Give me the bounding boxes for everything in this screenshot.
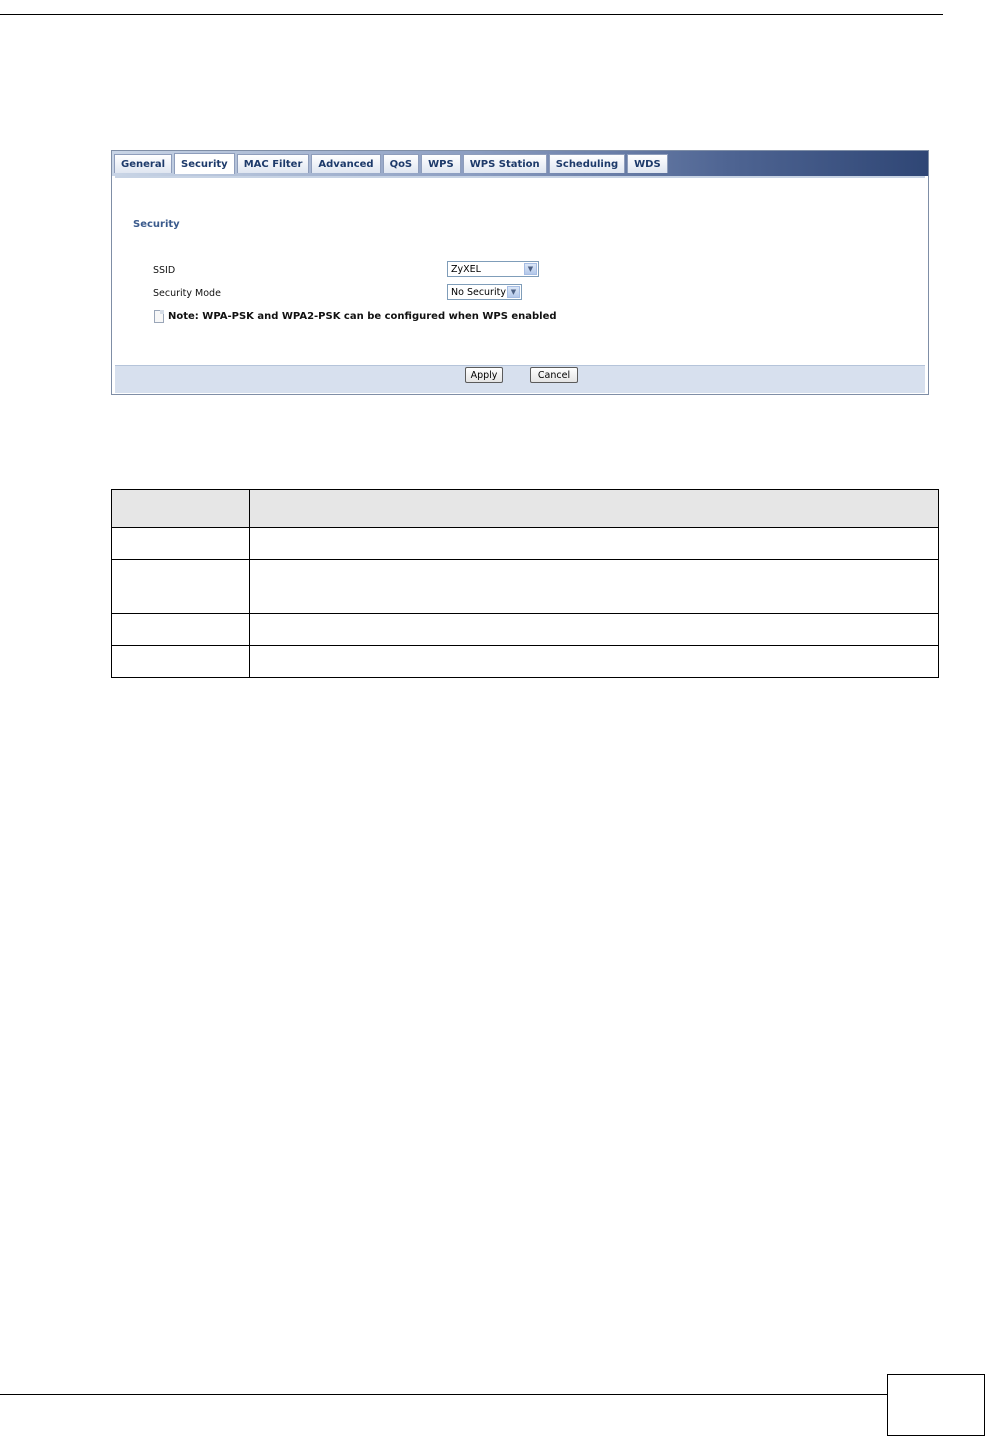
- table-cell: [250, 560, 939, 614]
- wireless-security-screenshot: [111, 150, 929, 395]
- field-description-table: [111, 489, 939, 678]
- ssid-label: SSID: [153, 265, 176, 276]
- table-cell: [112, 646, 250, 678]
- tab-scheduling[interactable]: Scheduling: [549, 154, 625, 173]
- chevron-down-icon: ▼: [507, 286, 520, 298]
- table-header-cell: [250, 490, 939, 528]
- table-header-row: [112, 490, 939, 528]
- tab-general[interactable]: General: [114, 154, 172, 173]
- table-cell: [112, 528, 250, 560]
- table-header-cell: [112, 490, 250, 528]
- table-cell: [112, 614, 250, 646]
- chevron-down-icon: ▼: [524, 263, 537, 275]
- security-content: [115, 176, 925, 364]
- tab-mac-filter[interactable]: MAC Filter: [237, 154, 310, 173]
- tab-security[interactable]: Security: [174, 153, 235, 174]
- tab-wps-station[interactable]: WPS Station: [463, 154, 547, 173]
- table-cell: [250, 646, 939, 678]
- security-mode-select-value: No Security: [451, 286, 506, 298]
- button-bar: [115, 365, 925, 393]
- tab-qos[interactable]: QoS: [383, 154, 420, 173]
- tab-list: [114, 154, 670, 174]
- security-mode-select[interactable]: [447, 284, 522, 300]
- table-cell: [112, 560, 250, 614]
- security-mode-label: Security Mode: [153, 288, 221, 299]
- apply-button[interactable]: Apply: [465, 367, 503, 383]
- table-row: [112, 614, 939, 646]
- header-rule: [0, 14, 943, 15]
- ssid-select-value: ZyXEL: [451, 263, 481, 275]
- tab-wds[interactable]: WDS: [627, 154, 668, 173]
- tab-advanced[interactable]: Advanced: [311, 154, 380, 173]
- footer-rule: [0, 1394, 888, 1395]
- tab-bar: [112, 151, 928, 176]
- cancel-button[interactable]: Cancel: [530, 367, 578, 383]
- wps-note-text: Note: WPA-PSK and WPA2-PSK can be configured when WPS enabled: [168, 311, 557, 322]
- table-row: [112, 528, 939, 560]
- table-row: [112, 560, 939, 614]
- ssid-select[interactable]: [447, 261, 539, 277]
- table-cell: [250, 614, 939, 646]
- page-number-box: [887, 1374, 985, 1436]
- wps-note: [154, 310, 557, 323]
- tab-wps[interactable]: WPS: [421, 154, 461, 173]
- table-row: [112, 646, 939, 678]
- table-cell: [250, 528, 939, 560]
- note-icon: [154, 310, 164, 323]
- section-title: Security: [133, 219, 180, 230]
